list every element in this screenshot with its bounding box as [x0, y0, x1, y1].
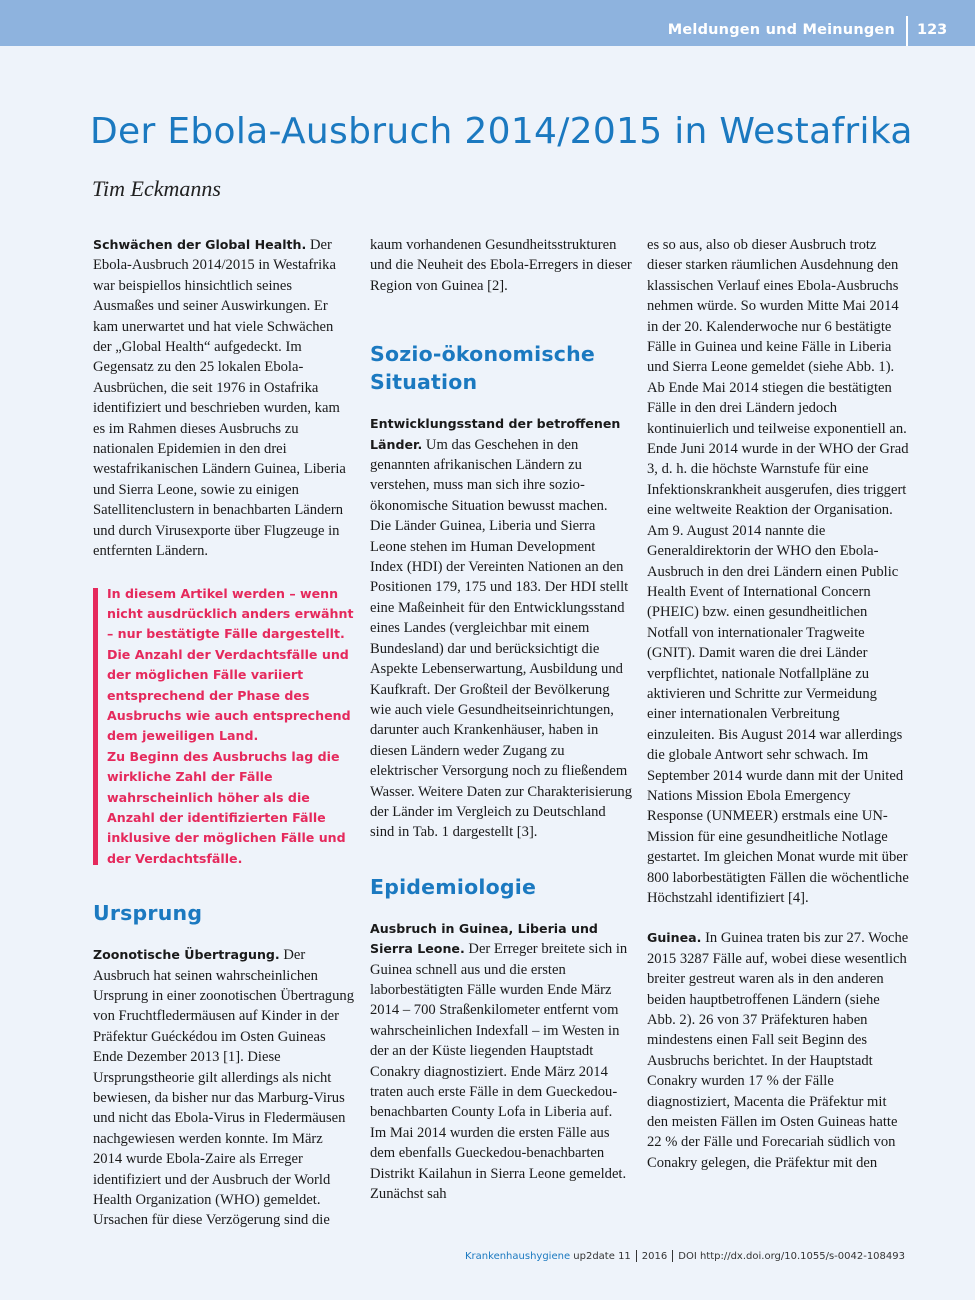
footer-divider [636, 1250, 637, 1262]
paragraph-lead: Schwächen der Global Health. [93, 237, 307, 252]
paragraph: es so aus, also ob dieser Ausbruch trotz dieser starken räumlichen Ausdehnung den klassischen Verlauf eines Ebola-Ausbruchs nehmen würde. So wurden Mitte Mai 2014 in der 20. Kalenderwoche nur 6 bestätigte Fälle in Guinea und keine Fälle in Liberia und Sierra Leone gemeldet (siehe Abb. 1). Ab Ende Mai 2014 stiegen die bestätigten Fälle in den drei Ländern jedoch kontinuierlich und teilweise exponentiell an. Ende Juni 2014 wurde in der WHO der Grad 3, d. h. die höchste Warnstufe für eine Infektionskrankheit ausgerufen, dies triggert eine weltweite Reaktion der Organisation. Am 9. August 2014 nannte die Generaldirektorin der WHO den Ebola-Ausbruch in den drei Ländern einen Public Health Event of International Concern (PHEIC) bzw. einen gesundheitlichen Notfall von internationaler Tragweite (GNIT). Damit waren die drei Länder verpflichtet, nationale Notfallpläne zu aktivieren und Schritte zur Vermeidung einer internationalen Verbreitung einzuleiten. Bis August 2014 war allerdings die globale Antwort sehr schwach. Im September 2014 wurde dann mit der United Nations Mission Ebola Emergency Response (UNMEER) erstmals eine UN-Mission für eine gesundheitliche Notlage gestartet. Im gleichen Monat wurde mit über 800 laborbestätigten Fällen die wöchentliche Höchstzahl identifiziert [4]. [647, 237, 909, 906]
paragraph-lead: Entwicklungsstand der betroffenen Länder. [370, 416, 621, 452]
paragraph-text: Der Erreger breitete sich in Guinea schnell aus und die ersten laborbestätigten Fälle wurden Ende März 2014 – 700 Straßenkilometer entfernt vom wahrscheinlichen Indexfall – im Westen in der an der Küste liegenden Hauptstadt Conakry diagnostiziert. Ende März 2014 traten auch erste Fälle in dem Gueckedou-benachbarten County Lofa in Liberia auf. Im Mai 2014 wurden die ersten Fälle aus dem ebenfalls Gueckedou-benachbarten Distrikt Kailahun in Sierra Leone gemeldet. Zunächst sah [370, 941, 628, 1203]
paragraph-text: Der Ebola-Ausbruch 2014/2015 in Westafrika war beispiellos hinsichtlich seines Ausmaßes und seiner Auswirkungen. Er kam unerwartet und hat viele Schwächen der „Global Health“ aufgedeckt. Im Gegensatz zu den 25 lokalen Ebola-Ausbrüchen, die seit 1976 in Ostafrika identifiziert und beschrieben wurden, kam es im Rahmen dieses Ausbruchs zu nationalen Epidemien in den drei westafrikanischen Ländern Guinea, Liberia und Sierra Leone, sowie zu einigen Satellitenclustern in benachbarten Ländern und durch Virusexporte über Flugzeuge in entfernten Ländern. [93, 237, 346, 560]
note-box [93, 584, 355, 870]
section-heading-sozio: Sozio-ökonomische Situation [370, 342, 595, 395]
paragraph-lead: Ausbruch in Guinea, Liberia und Sierra Leone. [370, 920, 598, 957]
article-author: Tim Eckmanns [92, 176, 221, 201]
paragraph-text: In Guinea traten bis zur 27. Woche 2015 3287 Fälle auf, wobei diese wesentlich breiter gestreut waren als in den anderen beiden hauptbetroffenen Ländern (siehe Abb. 2). 26 von 37 Präfekturen haben mindestens einen Fall seit Beginn des Ausbruchs berichtet. In der Hauptstadt Conakry wurden 17 % der Fälle diagnostiziert, Macenta die Präfektur mit den meisten Fällen im Osten Guineas hatte 22 % der Fälle und Forecariah südlich von Conakry gelegen, die Präfektur mit den [647, 930, 909, 1171]
paragraph-text: Der Ausbruch hat seinen wahrscheinlichen Ursprung in einer zoonotischen Übertragung von Fruchtfledermäusen auf Kinder in der Präfektur Guéckédou im Osten Guineas Ende Dezember 2013 [1]. Diese Ursprungstheorie gilt allerdings als nicht bewiesen, da bisher nur das Marburg-Virus und nicht das Ebola-Virus in Fledermäusen nachgewiesen werden konnte. Im März 2014 wurde Ebola-Zaire als Erreger identifiziert und der Ausbruch der World Health Organization (WHO) gemeldet. Ursachen für diese Verzögerung sind die [93, 947, 354, 1229]
paragraph [647, 928, 909, 1173]
note-bar [93, 588, 98, 866]
footer-doi-link[interactable]: DOI http://dx.doi.org/10.1055/s-0042-108493 [678, 1251, 905, 1262]
footer-year: 2016 [641, 1251, 668, 1262]
column-1 [93, 235, 355, 1231]
page-number: 123 [917, 22, 948, 38]
footer-journal: Krankenhaushygiene [465, 1251, 571, 1262]
paragraph-text: Um das Geschehen in den genannten afrikanischen Ländern zu verstehen, muss man sich ihre sozio-ökonomische Situation bewusst machen. Die Länder Guinea, Liberia und Sierra Leone stehen im Human Development Index (HDI) der Vereinten Nationen an den Positionen 179, 175 und 183. Der HDI stellt eine Maßeinheit für den Entwicklungsstand eines Landes (vergleichbar mit einem Bundesland) dar und berücksichtigt die Aspekte Lebenserwartung, Ausbildung und Kaufkraft. Der Großteil der Bevölkerung wie auch viele Gesundheitseinrichtungen, darunter auch Krankenhäuser, haben in diesen Ländern weder Zugang zu elektrischer Versorgung noch zu fließendem Wasser. Weitere Daten zur Charakterisierung der Länder im Vergleich zu Deutschland sind in Tab. 1 dargestellt [3]. [370, 436, 632, 841]
paragraph [370, 414, 632, 843]
paragraph [93, 945, 355, 1231]
section-heading-epidemiologie: Epidemiologie [370, 874, 537, 899]
paragraph [370, 919, 632, 1205]
note-text: In diesem Artikel werden – wenn nicht ausdrücklich anders erwähnt – nur bestätigte Fälle dargestellt. Die Anzahl der Verdachtsfälle und der möglichen Fälle variiert entsprechend der Phase des Ausbruchs wie auch entsprechend dem jeweiligen Land. [107, 585, 354, 744]
section-heading-ursprung: Ursprung [93, 901, 203, 926]
page-footer [465, 1250, 905, 1262]
note-text: Zu Beginn des Ausbruchs lag die wirkliche Zahl der Fälle wahrscheinlich höher als die Anzahl der identifizierten Fälle inklusive der möglichen Fälle und der Verdachtsfälle. [107, 748, 346, 866]
paragraph-lead: Zoonotische Übertragung. [93, 947, 280, 963]
paragraph: kaum vorhandenen Gesundheitsstrukturen und die Neuheit des Ebola-Erregers in dieser Region von Guinea [2]. [370, 237, 632, 294]
paragraph-lead: Guinea. [647, 930, 702, 946]
column-3 [647, 235, 909, 1173]
column-2 [370, 235, 632, 1204]
article-title: Der Ebola-Ausbruch 2014/2015 in Westafrika [90, 111, 913, 152]
footer-divider [672, 1250, 673, 1262]
section-label: Meldungen und Meinungen [667, 22, 895, 38]
header-divider [906, 16, 908, 46]
paragraph [93, 235, 355, 562]
footer-issue: up2date 11 [570, 1251, 631, 1262]
